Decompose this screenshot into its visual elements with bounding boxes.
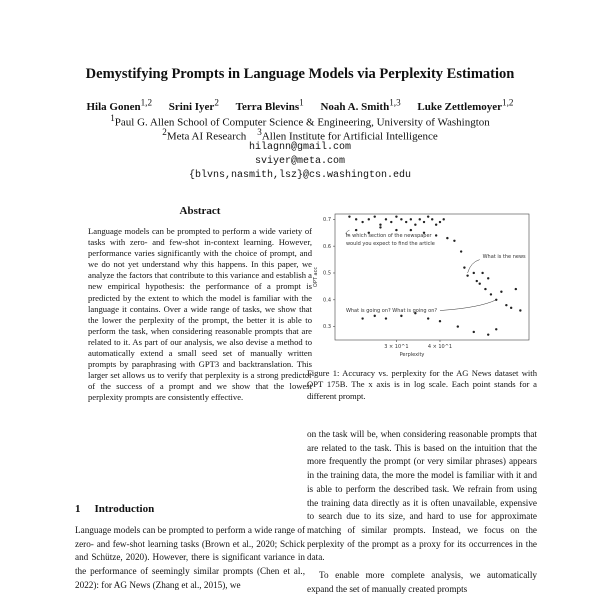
scatter-point bbox=[457, 325, 459, 327]
scatter-point bbox=[368, 218, 370, 220]
paragraph: To enable more complete analysis, we automatically expand the set of manually created prompts bbox=[307, 570, 537, 594]
x-tick-label: 4 × 10^1 bbox=[427, 344, 453, 350]
scatter-point bbox=[400, 315, 402, 317]
scatter-point bbox=[479, 283, 481, 285]
affiliation-sup: 1 bbox=[110, 113, 115, 123]
scatter-point bbox=[460, 250, 462, 252]
scatter-point bbox=[410, 218, 412, 220]
scatter-point bbox=[439, 320, 441, 322]
scatter-point bbox=[419, 218, 421, 220]
scatter-point bbox=[385, 218, 387, 220]
scatter-point bbox=[348, 215, 350, 217]
scatter-point bbox=[405, 221, 407, 223]
scatter-point bbox=[385, 317, 387, 319]
scatter-point bbox=[443, 218, 445, 220]
email-1: hilagnn@gmail.com bbox=[248, 142, 352, 153]
author-name: Luke Zettlemoyer$^{1,2}$ bbox=[417, 97, 514, 113]
x-tick-label: 3 × 10^1 bbox=[384, 344, 409, 350]
email-3: {blvns,nasmith,lsz}@cs.washington.edu bbox=[188, 170, 412, 181]
abstract-body: Language models can be prompted to perform a wide variety of tasks with zero- and few-shot in-context learning. However, performance varies significantly with the choice of prompt, and we do not yet understand why this happens. In this paper, we analyze the factors that contribute to this variance and establish a new empirical hypothesis: the performance of a prompt is predicted by the extent to which the model is familiar with the language it contains. Over a wide range of tasks, we show that the lower the perplexity of the prompt, the better it is able to perform the task, when considering reasonable prompts that are related to it. As part of our analysis, we also devise a method to automatically extend a small seed set of manually written prompts by paraphrasing with GPT3 and backtranslation. This larger set allows us to verify that perplexity is a strong predictor of the success of a prompt and we show that the lowest perplexity prompts are consistently effective. bbox=[88, 226, 312, 403]
section-number: 1 bbox=[75, 503, 81, 515]
scatter-point bbox=[410, 229, 412, 231]
section-title: Introduction bbox=[94, 503, 155, 515]
y-axis-label: OPT acc bbox=[313, 266, 319, 288]
scatter-point bbox=[487, 277, 489, 279]
scatter-point bbox=[361, 317, 363, 319]
scatter-point bbox=[495, 328, 497, 330]
scatter-point bbox=[361, 221, 363, 223]
author-affiliation-sup: 1 bbox=[299, 97, 304, 107]
section-heading-introduction bbox=[75, 503, 154, 515]
y-tick-label: 0.5 bbox=[323, 270, 331, 277]
scatter-chart bbox=[307, 208, 537, 368]
chart-annotation: What is going on? What is going on? bbox=[345, 307, 438, 314]
y-tick-label: 0.3 bbox=[323, 324, 331, 331]
scatter-point bbox=[431, 218, 433, 220]
scatter-point bbox=[379, 224, 381, 226]
scatter-point bbox=[374, 215, 376, 217]
figure-1 bbox=[307, 208, 537, 368]
figure-caption: Figure 1: Accuracy vs. perplexity for the AG News dataset with OPT 175B. The x axis is in log scale. Each point stands for a different prompt. bbox=[307, 368, 537, 401]
y-tick-label: 0.7 bbox=[323, 216, 331, 223]
scatter-point bbox=[395, 229, 397, 231]
chart-annotation: would you expect to find the article bbox=[345, 240, 435, 247]
scatter-point bbox=[427, 215, 429, 217]
scatter-point bbox=[473, 272, 475, 274]
affiliation-uw: Paul G. Allen School of Computer Science & Engineering, University of Washington bbox=[114, 116, 490, 129]
scatter-point bbox=[519, 309, 521, 311]
author-name: Srini Iyer$^2$ bbox=[168, 97, 219, 113]
scatter-point bbox=[446, 237, 448, 239]
y-tick-label: 0.4 bbox=[323, 297, 331, 304]
scatter-point bbox=[400, 218, 402, 220]
email-2: sviyer@meta.com bbox=[254, 156, 345, 167]
author-affiliation-sup: 1,2 bbox=[502, 97, 514, 107]
affiliation-line-2 bbox=[0, 127, 600, 143]
affiliation-sup: 3 bbox=[257, 127, 262, 137]
affiliation-sup: 2 bbox=[162, 127, 167, 137]
author-affiliation-sup: 1,3 bbox=[389, 97, 401, 107]
annotation-arrow bbox=[468, 260, 480, 273]
scatter-point bbox=[463, 266, 465, 268]
author-affiliation-sup: 2 bbox=[214, 97, 219, 107]
paper-title: Demystifying Prompts in Language Models via Perplexity Estimation bbox=[85, 66, 515, 82]
scatter-point bbox=[481, 272, 483, 274]
author-name: Hila Gonen$^{1,2}$ bbox=[86, 97, 153, 113]
right-column-text bbox=[307, 428, 537, 596]
y-tick-label: 0.6 bbox=[323, 243, 331, 250]
author-affiliation-sup: 1,2 bbox=[140, 97, 153, 107]
scatter-point bbox=[453, 240, 455, 242]
scatter-point bbox=[484, 288, 486, 290]
scatter-point bbox=[374, 315, 376, 317]
scatter-point bbox=[395, 215, 397, 217]
x-axis-label: Perplexity bbox=[399, 352, 425, 358]
scatter-point bbox=[466, 274, 468, 276]
annotation-arrow bbox=[440, 300, 496, 311]
scatter-point bbox=[473, 331, 475, 333]
author-name: Noah A. Smith$^{1,3}$ bbox=[320, 97, 401, 113]
scatter-point bbox=[390, 221, 392, 223]
affiliation-ai2: Allen Institute for Artificial Intelligence bbox=[261, 130, 438, 143]
scatter-point bbox=[476, 280, 478, 282]
author-name: Terra Blevins$^1$ bbox=[235, 97, 304, 113]
chart-annotation: In which section of the newspaper bbox=[345, 232, 432, 239]
scatter-point bbox=[414, 224, 416, 226]
scatter-point bbox=[427, 317, 429, 319]
scatter-point bbox=[355, 229, 357, 231]
scatter-point bbox=[490, 293, 492, 295]
scatter-point bbox=[355, 218, 357, 220]
scatter-point bbox=[439, 221, 441, 223]
abstract-heading: Abstract bbox=[179, 205, 221, 217]
scatter-point bbox=[435, 224, 437, 226]
scatter-point bbox=[510, 307, 512, 309]
scatter-point bbox=[435, 234, 437, 236]
affiliation-meta: Meta AI Research bbox=[166, 130, 247, 143]
scatter-point bbox=[515, 288, 517, 290]
author-list bbox=[0, 97, 600, 113]
scatter-point bbox=[487, 333, 489, 335]
chart-annotation: What is the news bbox=[482, 254, 526, 261]
scatter-point bbox=[505, 304, 507, 306]
scatter-point bbox=[500, 291, 502, 293]
scatter-point bbox=[423, 221, 425, 223]
paragraph: on the task will be, when considering reasonable prompts that are related to the task. This is based on the intuition that the more frequently the prompt (or very similar phrases) appears in the training data, the more the model is familiar with it and is able to perform the described task. We refrain from using the training data directly as it is often unavailable, expensive to search due to its size, and hard to use for approximate matching of similar prompts. Instead, we focus on the perplexity of the prompt as a proxy for its occurrences in the data. bbox=[307, 429, 537, 563]
scatter-point bbox=[379, 226, 381, 228]
intro-paragraph: Language models can be prompted to perform a wide range of zero- and few-shot learning tasks (Brown et al., 2020; Schick and Schütze, 2020). However, there is significant variance in the performance of seemingly similar prompts (Chen et al., 2022): for AG News (Zhang et al., 2015), we bbox=[75, 525, 305, 590]
